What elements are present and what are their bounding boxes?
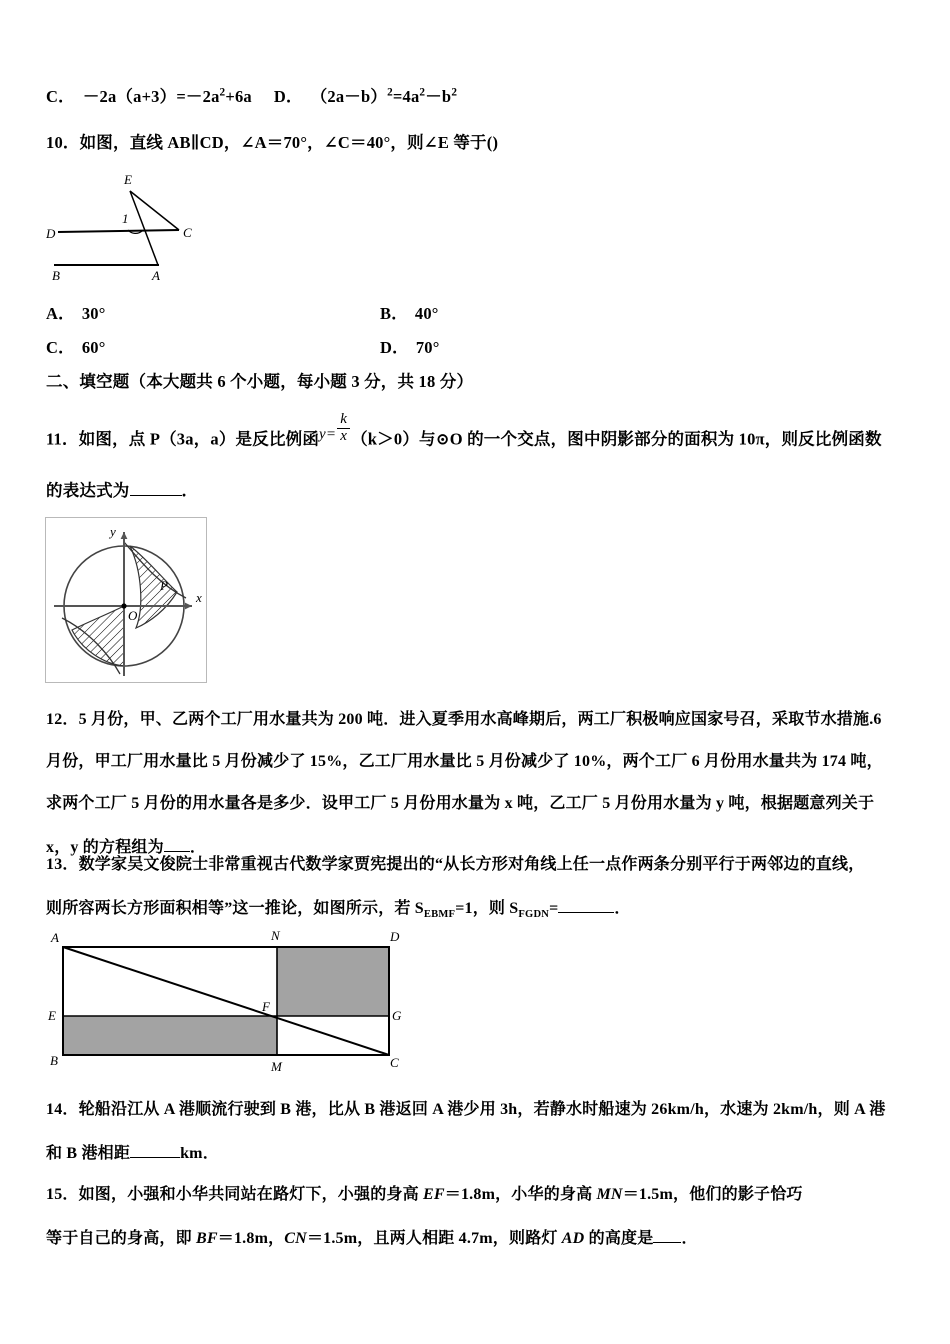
q11-period-1: ． xyxy=(181,481,199,500)
shaded-region-third-quadrant xyxy=(72,606,124,666)
figure-label-1: 1 xyxy=(122,211,129,226)
q15-period: ． xyxy=(681,1230,698,1247)
q12-line-2: 月份，甲工厂用水量比 5 月份减少了 15%，乙工厂用水量比 5 月份减少了 10%，两个工厂 6 月份用水量共为 174 吨， xyxy=(46,753,883,770)
figure-label-y: y xyxy=(110,524,116,539)
q12-answer-prompt: x，y 的方程组为 xyxy=(46,839,164,856)
q14-unit: km． xyxy=(180,1145,219,1162)
q13-line-2 xyxy=(46,897,631,921)
q15-text-part-5: ＝1.8m， xyxy=(217,1230,285,1247)
q9-option-c-tail: +6a xyxy=(225,87,252,106)
circle-hyperbola-shaded-diagram xyxy=(46,518,206,682)
region-EBMF-shaded xyxy=(63,1016,277,1055)
q10-option-a[interactable] xyxy=(46,304,106,324)
q11-stem-line-2 xyxy=(46,480,198,501)
q15-segment-ad: AD xyxy=(561,1230,585,1247)
figure-label-P: P xyxy=(160,578,168,593)
q14-answer-blank[interactable] xyxy=(130,1142,180,1158)
q11-formula-fraction xyxy=(337,412,350,445)
figure-label-F: F xyxy=(262,999,270,1014)
q15-segment-bf: BF xyxy=(196,1230,218,1247)
q10-option-a-value: 30° xyxy=(81,304,106,323)
q9-option-d-body: （2a－b） xyxy=(310,87,388,106)
q10-option-c-key: C． xyxy=(46,338,75,357)
q13-subscript-ebmf: EBMF xyxy=(423,909,456,921)
figure-label-A: A xyxy=(51,930,59,945)
q15-segment-mn: MN xyxy=(596,1186,623,1203)
q9-option-c xyxy=(46,87,457,107)
figure-label-E: E xyxy=(48,1008,56,1023)
q15-line-2 xyxy=(46,1227,698,1248)
figure-label-D: D xyxy=(390,929,400,944)
q12-line-3: 求两个工厂 5 月份的用水量各是多少．设甲工厂 5 月份用水量为 x 吨，乙工厂 5 月份用水量为 y 吨，根据题意列关于 xyxy=(46,795,875,812)
q9-option-d-key: D． xyxy=(273,87,303,106)
q10-stem: 10．如图，直线 AB∥CD，∠A＝70°，∠C＝40°，则∠E 等于() xyxy=(46,133,499,152)
figure-label-E: E xyxy=(124,172,132,187)
q12-line-4 xyxy=(46,836,206,857)
q12-period: ． xyxy=(189,839,207,856)
figure-label-C: C xyxy=(183,225,192,240)
q11-stem-part-2: （k＞0）与⊙O 的一个交点，图中阴影部分的面积为 10π，则反比例函数 xyxy=(351,429,882,449)
q11-formula-equals: = xyxy=(325,426,337,443)
q14-line-2 xyxy=(46,1142,219,1163)
rectangle-diagonal-diagram xyxy=(40,925,410,1075)
q13-answer-blank[interactable] xyxy=(558,897,614,913)
q11-answer-prompt: 的表达式为 xyxy=(46,481,130,500)
q10-option-c[interactable] xyxy=(46,338,106,358)
q9-option-d-mid: =4a xyxy=(392,87,420,106)
q10-option-d-key: D． xyxy=(380,338,409,357)
q13-text-part-1: 则所容两长方形面积相等”这一推论，如图所示，若 S xyxy=(46,900,424,917)
figure-label-C: C xyxy=(390,1055,399,1070)
figure-label-N: N xyxy=(271,928,280,943)
q11-stem-line-1 xyxy=(46,411,882,458)
parallel-lines-angle-diagram xyxy=(46,168,226,283)
q10-option-b-key: B． xyxy=(380,304,408,323)
q12-line-1: 12．5 月份，甲、乙两个工厂用水量共为 200 吨．进入夏季用水高峰期后，两工厂积极响应国家号召，采取节水措施.6 xyxy=(46,711,882,728)
q15-text-part-6: ＝1.5m，且两人相距 4.7m，则路灯 xyxy=(306,1230,562,1247)
q11-formula-denominator: x xyxy=(337,428,350,445)
q9-option-d-exponent-1: 2 xyxy=(387,86,393,99)
q13-text-part-3: = xyxy=(549,900,559,917)
section-2-heading: 二、填空题（本大题共 6 个小题，每小题 3 分，共 18 分） xyxy=(46,372,474,391)
figure-label-M: M xyxy=(271,1059,282,1074)
figure-label-A: A xyxy=(152,268,160,283)
q15-text-part-2: ＝1.8m，小华的身高 xyxy=(444,1186,597,1203)
q15-text-part-4: 等于自己的身高，即 xyxy=(46,1230,197,1247)
q15-segment-ef: EF xyxy=(423,1186,445,1203)
q9-option-c-body: －2a（a+3）=－2a xyxy=(82,87,220,106)
q10-option-a-key: A． xyxy=(46,304,75,323)
q10-option-c-value: 60° xyxy=(81,338,106,357)
q13-subscript-fgdn: FGDN xyxy=(518,909,550,921)
region-FGDN-shaded xyxy=(277,947,389,1016)
q11-answer-blank[interactable] xyxy=(130,480,182,496)
q13-figure xyxy=(40,925,410,1075)
q11-formula xyxy=(319,411,351,452)
figure-label-B: B xyxy=(50,1053,58,1068)
q15-answer-blank[interactable] xyxy=(653,1227,681,1243)
q15-line-1 xyxy=(46,1185,803,1204)
figure-label-D: D xyxy=(46,226,56,241)
q9-option-d-tail: －b xyxy=(425,87,452,106)
q15-text-part-7: 的高度是 xyxy=(584,1230,654,1247)
q10-option-b-value: 40° xyxy=(414,304,439,323)
figure-label-O: O xyxy=(128,608,138,623)
q14-answer-prompt: 和 B 港相距 xyxy=(46,1145,131,1162)
figure-label-x: x xyxy=(196,590,202,605)
q13-period: ． xyxy=(614,900,631,917)
q13-text-part-2: =1，则 S xyxy=(455,900,519,917)
q15-segment-cn: CN xyxy=(284,1230,307,1247)
figure-label-B: B xyxy=(52,268,60,283)
q15-text-part-3: ＝1.5m，他们的影子恰巧 xyxy=(622,1186,803,1203)
q13-line-1: 13．数学家吴文俊院士非常重视古代数学家贾宪提出的“从长方形对角线上任一点作两条分别平行于两邻边的直线， xyxy=(46,856,865,873)
q14-line-1: 14．轮船沿江从 A 港顺流行驶到 B 港，比从 B 港返回 A 港少用 3h，若静水时船速为 26km/h，水速为 2km/h，则 A 港 xyxy=(46,1101,886,1118)
q9-option-c-exponent: 2 xyxy=(219,86,226,99)
q9-option-d-exponent-3: 2 xyxy=(451,86,458,99)
q9-option-c-key: C． xyxy=(46,87,75,106)
q12-answer-blank[interactable] xyxy=(164,836,190,852)
q15-text-part-1: 15．如图，小强和小华共同站在路灯下，小强的身高 xyxy=(46,1186,424,1203)
figure-label-G: G xyxy=(392,1008,402,1023)
q11-stem-part-1: 11．如图，点 P（3a，a）是反比例函 xyxy=(46,429,320,449)
q10-figure xyxy=(46,168,226,283)
q9-option-d-exponent-2: 2 xyxy=(419,86,426,99)
q10-option-d-value: 70° xyxy=(415,338,440,357)
q11-formula-numerator: k xyxy=(340,411,348,427)
q10-option-b[interactable] xyxy=(380,304,439,324)
q11-figure xyxy=(45,517,207,683)
q11-formula-lhs: y xyxy=(319,426,326,443)
q10-option-d[interactable] xyxy=(380,338,440,358)
